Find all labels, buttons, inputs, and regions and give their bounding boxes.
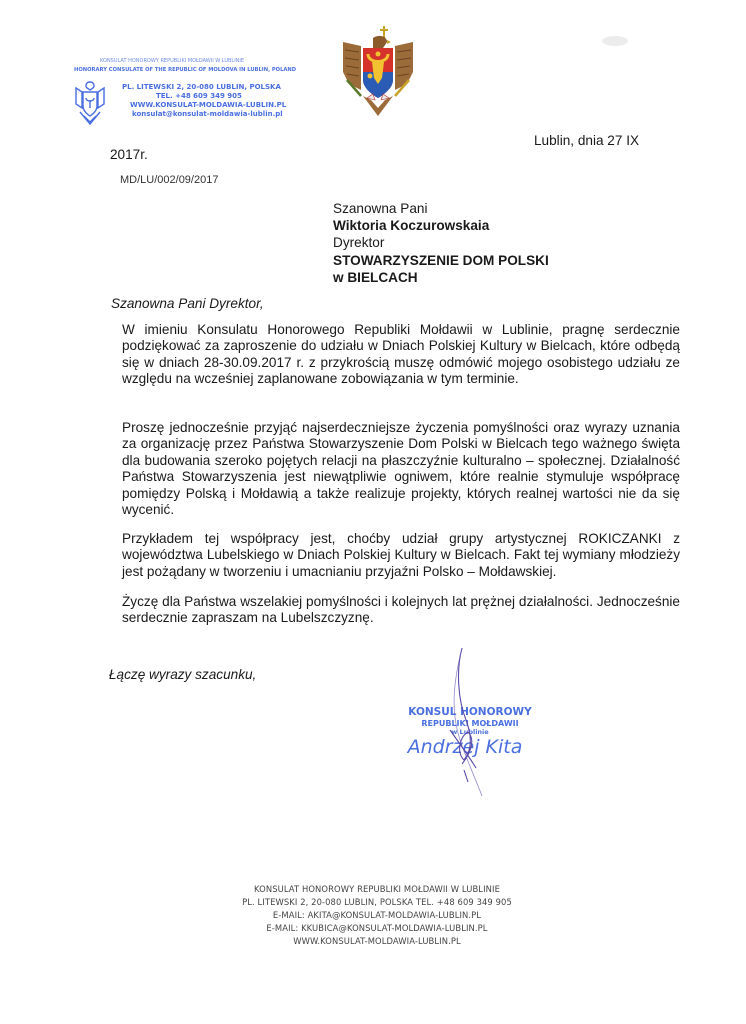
stamp-phone: TEL. +48 609 349 905 — [156, 92, 242, 100]
recipient-name: Wiktoria Koczurowskaia — [333, 218, 490, 234]
recipient-block — [333, 200, 549, 286]
recipient-organization: STOWARZYSZENIE DOM POLSKI — [333, 252, 549, 268]
recipient-title: Dyrektor — [333, 235, 385, 251]
reference-number: MD/LU/002/09/2017 — [120, 174, 219, 186]
letter-date: Lublin, dnia 27 IX — [534, 133, 640, 148]
signature-stamp-country: REPUBLIKI MOŁDAWII — [421, 719, 519, 728]
stamp-address: PL. LITEWSKI 2, 20-080 LUBLIN, POLSKA — [122, 83, 281, 91]
signature-stamp-city: w Lublinie — [451, 728, 489, 736]
paragraph-3: Przykładem tej współpracy jest, choćby udział grupy artystycznej ROKICZANKI z województwa Lubelskiego w Dniach Polskiej Kultury w Bielcach. Fakt tej wymiany młodzieży jest pożądany w tworzeniu i umacnianiu przyjaźni Polsko – Mołdawskiej. — [122, 531, 680, 579]
stamp-line-en: HONORARY CONSULATE OF THE REPUBLIC OF MOLDOVA IN LUBLIN, POLAND — [74, 67, 297, 73]
moldova-coat-of-arms-icon — [335, 24, 421, 120]
stamp-website: WWW.KONSULAT-MOLDAWIA-LUBLIN.PL — [130, 101, 287, 109]
moldova-emblem-stamp-icon — [72, 78, 108, 128]
signature-stamp-title: KONSUL HONOROWY — [408, 706, 532, 718]
paragraph-1: W imieniu Konsulatu Honorowego Republiki Mołdawii w Lublinie, pragnę serdecznie podziękować za zaproszenie do udziału w Dniach Polskiej Kultury w Bielcach, które odbędą się w dniach 28-30.09.2017 r. z przykrością muszę odmówić mojego osobistego udziału ze względu na wcześniej zaplanowane zobowiązania w tym terminie. — [122, 322, 680, 387]
closing: Łączę wyrazy szacunku, — [109, 667, 257, 682]
paragraph-2: Proszę jednocześnie przyjąć najserdeczniejsze życzenia pomyślności oraz wyrazy uznania za organizację przez Państwa Stowarzyszenie Dom Polski w Bielcach tego ważnego święta dla budowania szeroko pojętych relacji na płaszczyźnie kulturalno – społecznej. Działalność Państwa Stowarzyszenia jest niewątpliwie ogniwem, które realnie stymuluje współpracę pomiędzy Polską i Mołdawią a także realizuje projekty, których realnej wartości nie da się wycenić. — [122, 420, 680, 518]
footer-line-2: PL. LITEWSKI 2, 20-080 LUBLIN, POLSKA TEL. +48 609 349 905 — [242, 897, 512, 907]
footer-line-4: E-MAIL: KKUBICA@KONSULAT-MOLDAWIA-LUBLIN.PL — [266, 923, 488, 933]
footer-line-1: KONSULAT HONOROWY REPUBLIKI MOŁDAWII W LUBLINIE — [254, 884, 500, 894]
letter-date-year: 2017r. — [110, 147, 148, 162]
footer-line-5: WWW.KONSULAT-MOLDAWIA-LUBLIN.PL — [293, 936, 461, 946]
recipient-location: w BIELCACH — [333, 269, 418, 285]
footer — [212, 883, 542, 948]
signature-stamp-name: Andrzej Kita — [407, 736, 523, 758]
greeting: Szanowna Pani Dyrektor, — [111, 296, 264, 311]
scan-smudge — [602, 36, 628, 46]
recipient-salutation: Szanowna Pani — [333, 201, 428, 216]
stamp-email: konsulat@konsulat-moldawia-lublin.pl — [132, 110, 283, 118]
footer-line-3: E-MAIL: AKITA@KONSULAT-MOLDAWIA-LUBLIN.PL — [272, 910, 482, 920]
handwritten-signature — [420, 640, 510, 800]
consulate-stamp — [70, 58, 310, 128]
stamp-line-pl: KONSULAT HONOROWY REPUBLIKI MOŁDAWII W LUBLINIE — [100, 58, 245, 64]
paragraph-4: Życzę dla Państwa wszelakiej pomyślności i kolejnych lat prężnej działalności. Jednocześnie serdecznie zapraszam na Lubelszczyznę. — [122, 594, 680, 626]
